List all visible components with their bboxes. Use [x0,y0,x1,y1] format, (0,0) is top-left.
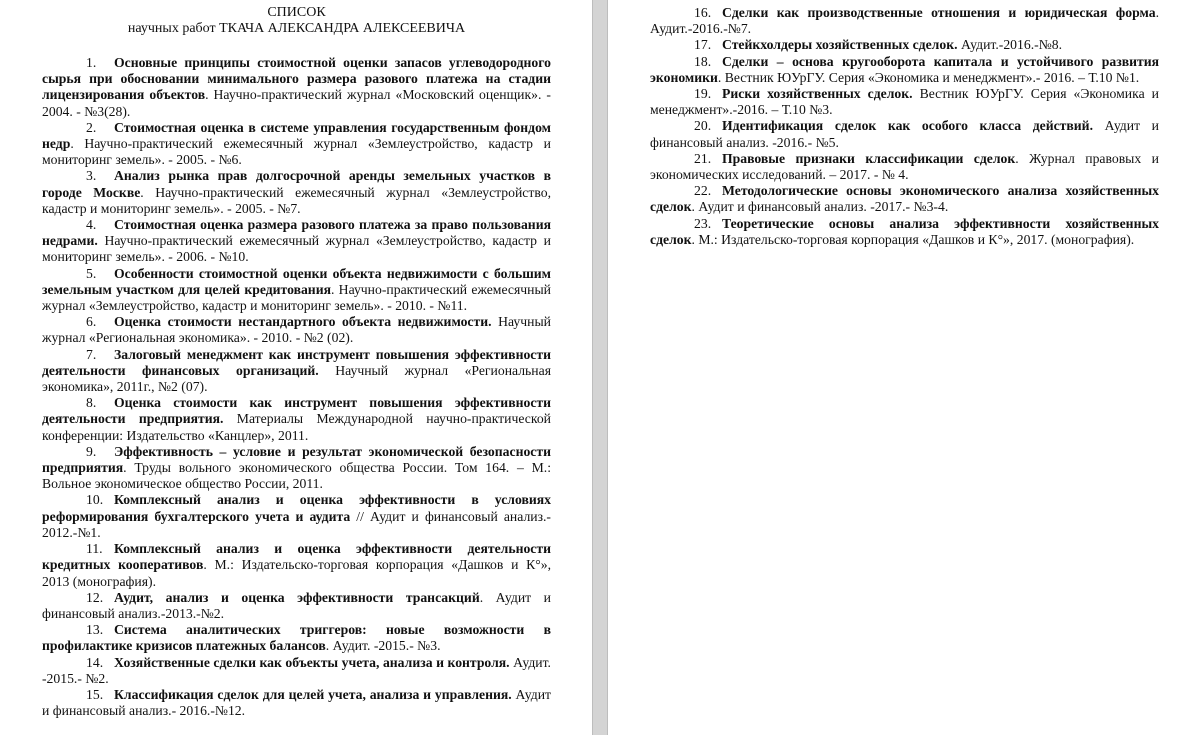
publication-entry [42,217,551,266]
entry-title: Сделки – основа кругооборота капитала и устойчивого развития экономики [650,53,1159,85]
entry-number: 16. [694,5,712,20]
entry-title: Классификация сделок для целей учета, анализа и управления. [114,686,512,702]
entry-title: Залоговый менеджмент как инструмент повышения эффективности деятельности финансовых организаций. [42,346,551,378]
entry-number: 10. [86,492,104,508]
entry-title: Основные принципы стоимостной оценки запасов углеводородного сырья при обосновании минимального размера разового платежа на стадии лицензирования объектов [42,55,551,103]
entry-source: Аудит и финансовый анализ.- 2016.-№12. [42,686,551,719]
entry-number: 22. [694,183,712,199]
entry-source: Научный журнал «Региональная экономика». - 2010. - №2 (02). [42,314,551,346]
entry-title: Комплексный анализ и оценка эффективности деятельности кредитных кооперативов [42,541,551,573]
publication-entry [42,590,551,622]
publication-list-left [42,55,551,719]
entry-number: 9. [86,443,97,459]
entry-source: Научный журнал «Региональная экономика», 2011г., №2 (07). [42,362,551,395]
entry-source: Аудит.-2016.-№8. [957,37,1063,53]
entry-source: Аудит и финансовый анализ. -2016.- №5. [650,118,1160,150]
entry-number: 20. [694,118,712,134]
entry-number: 2. [86,119,97,135]
entry-number: 3. [86,168,97,184]
publication-entry [650,118,1159,150]
entry-source: . Аудит.-2016.-№7. [650,5,1159,37]
entry-source: . Научно-практический журнал «Московский оценщик». - 2004. - №3(28). [42,87,551,119]
entry-source: . Аудит. -2015.- №3. [325,638,441,654]
publication-entry [650,37,1159,53]
entry-title: Сделки как производственные отношения и юридическая форма [722,5,1156,20]
entry-number: 5. [86,265,97,281]
publication-entry [650,183,1159,215]
entry-source: . Аудит и финансовый анализ. -2017.- №3-4. [691,199,949,215]
entry-title: Оценка стоимости нестандартного объекта недвижимости. [114,314,492,330]
page-column-left [42,5,551,719]
publication-entry [42,266,551,315]
entry-source: . Труды вольного экономического общества России. Том 164. – М.: Вольное экономическое общество России, 2011. [42,460,551,492]
entry-source: . Научно-практический ежемесячный журнал «Землеустройство, кадастр и мониторинг земель». - 2005. - №6. [42,136,551,168]
entry-source: . Журнал правовых и экономических исследований. – 2017. - № 4. [650,150,1159,183]
publication-entry [42,55,551,120]
entry-source: Научно-практический ежемесячный журнал «Землеустройство, кадастр и мониторинг земель». - 2006. - №10. [42,233,551,265]
entry-title: Стоимостная оценка в системе управления государственным фондом недр [42,119,551,152]
entry-number: 1. [86,55,97,70]
publication-entry [42,622,551,654]
entry-title: Стоимостная оценка размера разового платежа за право пользования недрами. [42,217,551,249]
entry-number: 8. [86,395,97,411]
entry-source: . Научно-практический ежемесячный журнал «Землеустройство, кадастр и мониторинг земель». - 2010. - №11. [42,281,551,314]
entry-source: Вестник ЮУрГУ. Серия «Экономика и менеджмент».-2016. – Т.10 №3. [650,86,1159,118]
entry-source: . Вестник ЮУрГУ. Серия «Экономика и менеджмент».- 2016. – Т.10 №1. [717,69,1140,85]
entry-number: 4. [86,217,97,233]
entry-number: 19. [694,86,712,102]
page-gap [592,0,608,735]
publication-entry [42,687,551,719]
entry-title: Стейкхолдеры хозяйственных сделок. [722,37,958,53]
entry-source: . М.: Издательско-торговая корпорация «Дашков и К°», 2013 (монография). [42,557,551,589]
entry-number: 13. [86,622,104,638]
publication-entry [42,492,551,541]
entry-source: . М.: Издательско-торговая корпорация «Дашков и К°», 2017. (монография). [691,231,1135,247]
publication-entry [42,541,551,590]
entry-number: 21. [694,150,712,166]
publication-entry [650,54,1159,86]
publication-entry [42,395,551,444]
entry-number: 7. [86,346,97,362]
entry-source: . Аудит и финансовый анализ.-2013.-№2. [42,589,551,621]
entry-title: Правовые признаки классификации сделок [722,150,1016,166]
publication-entry [42,314,551,346]
entry-number: 11. [86,541,103,557]
entry-number: 15. [86,686,104,702]
publication-list-right [650,5,1159,248]
entry-title: Эффективность – условие и результат экономической безопасности предприятия [42,443,551,476]
document-subtitle: научных работ ТКАЧА АЛЕКСАНДРА АЛЕКСЕЕВИЧА [127,21,466,36]
entry-title: Особенности стоимостной оценки объекта недвижимости с большим земельным участком для целей кредитования [42,265,551,297]
entry-number: 18. [694,53,712,69]
page-column-right [650,5,1159,248]
publication-entry [650,5,1159,37]
document-title: СПИСОК [267,5,326,20]
publication-entry [42,120,551,169]
entry-source: . Научно-практический ежемесячный журнал «Землеустройство, кадастр и мониторинг земель». - 2005. - №7. [42,184,551,216]
publication-entry [42,168,551,217]
publication-entry [42,655,551,687]
entry-number: 17. [694,37,712,53]
entry-source: Материалы Международной научно-практической конференции: Издательство «Канцлер», 2011. [42,411,551,443]
entry-number: 6. [86,314,97,330]
document-page-left [0,0,592,735]
publication-entry [42,444,551,493]
publication-entry [650,151,1159,183]
entry-title: Комплексный анализ и оценка эффективности в условиях реформирования бухгалтерского учета и аудита [42,492,551,524]
entry-title: Аудит, анализ и оценка эффективности трансакций [114,589,480,605]
entry-title: Система аналитических триггеров: новые возможности в профилактике кризисов платежных балансов [42,622,551,654]
entry-title: Анализ рынка прав долгосрочной аренды земельных участков в городе Москве [42,168,551,200]
publication-entry [42,347,551,396]
entry-source: Аудит. -2015.- №2. [42,654,551,686]
entry-title: Идентификация сделок как особого класса действий. [722,118,1093,134]
entry-number: 14. [86,654,104,670]
document-page-right [608,0,1202,735]
publication-entry [650,86,1159,118]
entry-title: Риски хозяйственных сделок. [722,86,913,102]
entry-title: Методологические основы экономического анализа хозяйственных сделок [650,183,1159,215]
entry-number: 12. [86,589,104,605]
publication-entry [650,216,1159,248]
entry-source: // Аудит и финансовый анализ.- 2012.-№1. [42,508,551,540]
entry-title: Теоретические основы анализа эффективности хозяйственных сделок [650,215,1159,247]
entry-title: Оценка стоимости как инструмент повышения эффективности деятельности предприятия. [42,395,551,427]
entry-title: Хозяйственные сделки как объекты учета, анализа и контроля. [114,654,510,670]
entry-number: 23. [694,215,712,231]
